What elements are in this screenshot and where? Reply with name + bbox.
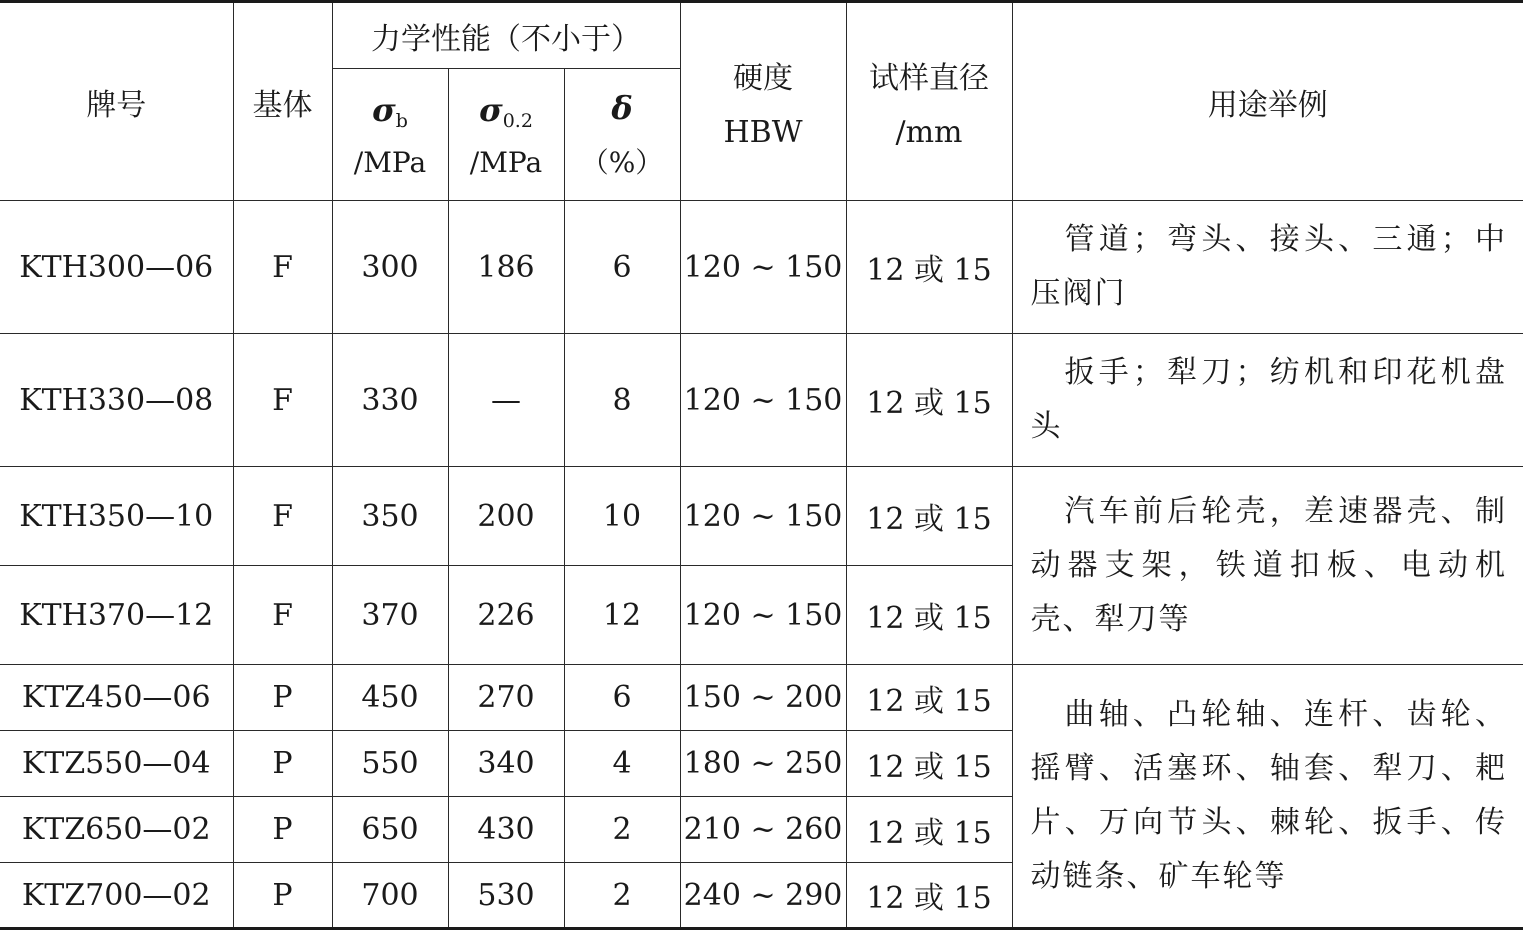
cell-sigma-b: 300	[332, 201, 448, 334]
cell-use	[1012, 665, 1523, 929]
cell-use	[1012, 334, 1523, 467]
table-row	[0, 334, 1523, 467]
delta-unit: （%）	[580, 145, 664, 179]
cell-use	[1012, 201, 1523, 334]
delta-symbol: δ	[611, 88, 633, 127]
cell-hardness: 240 ~ 290	[680, 863, 846, 929]
cell-matrix: P	[233, 665, 332, 731]
cell-diameter: 12 或 15	[846, 334, 1012, 467]
cell-sigma-02: 186	[448, 201, 564, 334]
header-matrix: 基体	[233, 2, 332, 201]
cell-sigma-b: 550	[332, 731, 448, 797]
cell-hardness: 210 ~ 260	[680, 797, 846, 863]
cell-matrix: P	[233, 797, 332, 863]
cell-matrix: F	[233, 201, 332, 334]
cell-sigma-b: 650	[332, 797, 448, 863]
cell-delta: 8	[564, 334, 680, 467]
use-text: 曲轴、凸轮轴、连杆、齿轮、摇臂、活塞环、轴套、犁刀、耙片、万向节头、棘轮、扳手、传动链条、矿车轮等	[1030, 697, 1508, 894]
header-yield-strength	[448, 69, 564, 201]
cell-use	[1012, 467, 1523, 665]
header-specimen-diameter	[846, 2, 1012, 201]
cell-sigma-b: 450	[332, 665, 448, 731]
header-tensile-strength	[332, 69, 448, 201]
header-grade: 牌号	[0, 2, 233, 201]
cell-sigma-b: 700	[332, 863, 448, 929]
sigma-b-subscript: b	[395, 109, 408, 132]
cell-sigma-b: 330	[332, 334, 448, 467]
cell-grade: KTZ700—02	[0, 863, 233, 929]
cell-grade: KTZ650—02	[0, 797, 233, 863]
cell-delta: 6	[564, 665, 680, 731]
cell-delta: 4	[564, 731, 680, 797]
cell-sigma-02: 340	[448, 731, 564, 797]
sigma-02-symbol: σ	[479, 90, 503, 129]
cell-diameter: 12 或 15	[846, 863, 1012, 929]
cell-grade: KTZ450—06	[0, 665, 233, 731]
cell-hardness: 150 ~ 200	[680, 665, 846, 731]
use-text: 汽车前后轮壳，差速器壳、制动器支架，铁道扣板、电动机壳、犁刀等	[1030, 493, 1508, 637]
table-row	[0, 201, 1523, 334]
table-row	[0, 665, 1523, 731]
header-diameter-unit: /mm	[895, 115, 963, 150]
header-hardness-unit: HBW	[723, 115, 803, 150]
sigma-b-symbol: σ	[372, 90, 396, 129]
cell-sigma-b: 350	[332, 467, 448, 566]
cell-sigma-b: 370	[332, 566, 448, 665]
cell-sigma-02: 530	[448, 863, 564, 929]
cell-matrix: F	[233, 566, 332, 665]
cell-hardness: 120 ~ 150	[680, 566, 846, 665]
cell-sigma-02: 270	[448, 665, 564, 731]
cell-grade: KTH300—06	[0, 201, 233, 334]
header-use-examples: 用途举例	[1012, 2, 1523, 201]
cell-grade: KTH330—08	[0, 334, 233, 467]
cell-diameter: 12 或 15	[846, 665, 1012, 731]
cell-matrix: P	[233, 863, 332, 929]
cell-diameter: 12 或 15	[846, 201, 1012, 334]
header-hardness	[680, 2, 846, 201]
cell-hardness: 180 ~ 250	[680, 731, 846, 797]
use-text: 管道；弯头、接头、三通；中压阀门	[1030, 222, 1508, 311]
cell-sigma-02: 430	[448, 797, 564, 863]
cell-matrix: F	[233, 334, 332, 467]
cell-delta: 10	[564, 467, 680, 566]
cell-hardness: 120 ~ 150	[680, 467, 846, 566]
header-elongation	[564, 69, 680, 201]
header-diameter-label: 试样直径	[869, 61, 990, 96]
cell-delta: 2	[564, 797, 680, 863]
cell-delta: 2	[564, 863, 680, 929]
cell-diameter: 12 或 15	[846, 731, 1012, 797]
cell-grade: KTH350—10	[0, 467, 233, 566]
sigma-02-subscript: 0.2	[502, 109, 533, 132]
cell-matrix: F	[233, 467, 332, 566]
cell-diameter: 12 或 15	[846, 566, 1012, 665]
cell-hardness: 120 ~ 150	[680, 201, 846, 334]
cell-matrix: P	[233, 731, 332, 797]
cell-grade: KTH370—12	[0, 566, 233, 665]
cell-sigma-02: 226	[448, 566, 564, 665]
header-mechanical-properties: 力学性能（不小于）	[332, 2, 680, 69]
header-hardness-label: 硬度	[733, 61, 794, 96]
sigma-b-unit: /MPa	[353, 145, 427, 179]
cell-delta: 12	[564, 566, 680, 665]
cell-sigma-02: 200	[448, 467, 564, 566]
use-text: 扳手；犁刀；纺机和印花机盘头	[1030, 355, 1508, 444]
sigma-02-unit: /MPa	[469, 145, 543, 179]
cell-grade: KTZ550—04	[0, 731, 233, 797]
cell-sigma-02: —	[448, 334, 564, 467]
cell-delta: 6	[564, 201, 680, 334]
cell-diameter: 12 或 15	[846, 467, 1012, 566]
cell-hardness: 120 ~ 150	[680, 334, 846, 467]
table-row	[0, 467, 1523, 566]
cell-diameter: 12 或 15	[846, 797, 1012, 863]
